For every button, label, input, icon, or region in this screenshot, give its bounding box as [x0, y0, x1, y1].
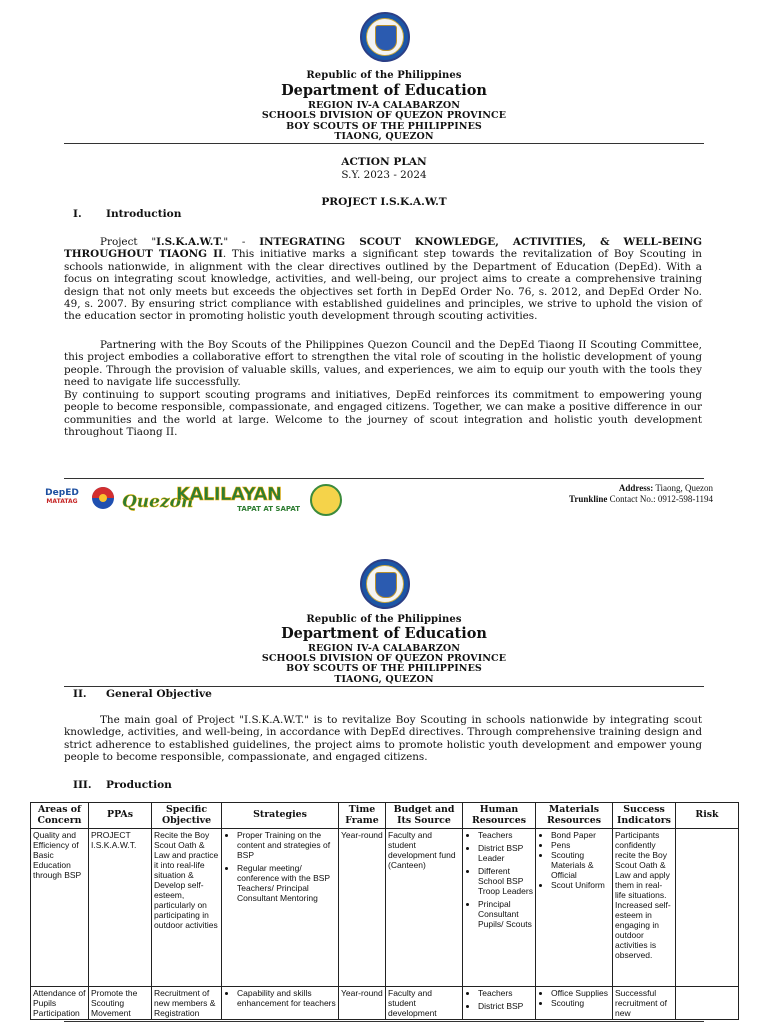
table-row — [31, 829, 739, 987]
general-objective-number: II. — [73, 688, 87, 700]
col-header: Time Frame — [339, 803, 386, 829]
bagong-pilipinas-logo — [88, 486, 118, 512]
list-item: • Teachers — [478, 988, 533, 998]
header-divider — [64, 143, 704, 144]
footer-divider — [64, 478, 704, 479]
col-header: Human Resources — [463, 803, 536, 829]
header-department: Department of Education — [281, 82, 487, 99]
list-item: • Scouting Materials & Official — [551, 850, 610, 880]
header-divider-page2 — [64, 686, 704, 687]
header-org-page2: BOY SCOUTS OF THE PHILIPPINES — [286, 663, 482, 674]
cell-human — [463, 829, 536, 987]
cell-objective: Recite the Boy Scout Oath & Law and practice it into real-life situation & Develop self-esteem, particularly on participating in outdoor activities — [152, 829, 222, 987]
list-item: • Different School BSP Troop Leaders — [478, 866, 533, 896]
list-item: • Office Supplies — [551, 988, 610, 998]
cell-strategies — [222, 987, 339, 1020]
cell-time: Year-round — [339, 987, 386, 1020]
table-row — [31, 987, 739, 1020]
deped-matatag-logo: DepED MATATAG — [45, 488, 79, 505]
division-seal-icon — [310, 484, 342, 516]
production-table — [30, 802, 739, 1020]
cell-success: Successful recruitment of new — [613, 987, 676, 1020]
header-department-page2: Department of Education — [281, 625, 487, 642]
cell-materials — [536, 987, 613, 1020]
col-header: PPAs — [89, 803, 152, 829]
intro-paragraph-3: By continuing to support scouting programs and initiatives, DepEd reinforces its commitment to empowering young people to become responsible, compassionate, and engaged citizens. Together, we can make a positive difference in our communities and the world at large. Welcome to the journey of scout integration and holistic youth development throughout Tiaong II. — [64, 389, 702, 439]
header-org: BOY SCOUTS OF THE PHILIPPINES — [286, 121, 482, 132]
list-item: • Teachers — [478, 830, 533, 840]
cell-strategies — [222, 829, 339, 987]
header-location: TIAONG, QUEZON — [334, 131, 434, 142]
cell-budget: Faculty and student development — [386, 987, 463, 1020]
cell-area: Attendance of Pupils Participation — [31, 987, 89, 1020]
list-item: • Scout Uniform — [551, 880, 610, 890]
col-header: Success Indicators — [613, 803, 676, 829]
header-location-page2: TIAONG, QUEZON — [334, 674, 434, 685]
page-bottom-rule — [64, 1021, 704, 1022]
table-header-row — [31, 803, 739, 829]
list-item: • Regular meeting/ conference with the BSP Teachers/ Principal Consultant Mentoring — [237, 863, 336, 903]
deped-quezon-logo: Quezon — [122, 492, 194, 512]
header-republic: Republic of the Philippines — [306, 70, 462, 81]
cell-ppa: PROJECT I.S.K.A.W.T. — [89, 829, 152, 987]
doc-project: PROJECT I.S.K.A.W.T — [321, 196, 447, 208]
doc-title: ACTION PLAN — [341, 156, 427, 168]
deped-seal-icon — [360, 12, 410, 62]
list-item: • Bond Paper — [551, 830, 610, 840]
footer-address: Address: Tiaong, Quezon — [618, 483, 713, 493]
cell-human — [463, 987, 536, 1020]
footer-trunkline: Trunkline Contact No.: 0912-598-1194 — [568, 494, 713, 504]
header-division-page2: SCHOOLS DIVISION OF QUEZON PROVINCE — [261, 653, 507, 664]
header-republic-page2: Republic of the Philippines — [306, 614, 462, 625]
cell-success: Participants confidently recite the Boy Scout Oath & Law and apply them in real-life situations. Increased self-esteem in engaging in outdoor activities is observed. — [613, 829, 676, 987]
header-region-page2: REGION IV-A CALABARZON — [307, 643, 461, 654]
col-header: Strategies — [222, 803, 339, 829]
cell-time: Year-round — [339, 829, 386, 987]
intro-number: I. — [73, 208, 82, 220]
intro-paragraph-1: Project "I.S.K.A.W.T." - INTEGRATING SCOUT KNOWLEDGE, ACTIVITIES, & WELL-BEING THROUGHOUT TIAONG II. This initiative marks a significant step towards the revitalization of Boy Scouting in schools nationwide, in alignment with the clear directives outlined by the Department of Education (DepEd). With a focus on integrating scout knowledge, activities, and well-being, our project aims to create a comprehensive training design that not only meets but exceeds the objectives set forth in DepEd Order No. 76, s. 2012, and DepEd Order No. 49, s. 2007. By ensuring strict compliance with established guidelines and principles, we strive to uphold the vision of the education sector in promoting holistic youth development through scouting activities. — [64, 236, 702, 323]
cell-area: Quality and Efficiency of Basic Education through BSP — [31, 829, 89, 987]
intro-heading: Introduction — [106, 208, 182, 220]
list-item: • Pens — [551, 840, 610, 850]
list-item: • District BSP Leader — [478, 843, 533, 863]
doc-school-year: S.Y. 2023 - 2024 — [341, 169, 427, 181]
production-heading: Production — [106, 779, 172, 791]
kalilayan-logo: KALILAYAN TAPAT AT SAPAT — [176, 484, 300, 513]
col-header: Budget and Its Source — [386, 803, 463, 829]
list-item: • Scouting — [551, 998, 610, 1008]
list-item: • Principal Consultant Pupils/ Scouts — [478, 899, 533, 929]
production-number: III. — [73, 779, 92, 791]
cell-risk — [676, 829, 739, 987]
header-division: SCHOOLS DIVISION OF QUEZON PROVINCE — [261, 110, 507, 121]
col-header: Specific Objective — [152, 803, 222, 829]
header-region: REGION IV-A CALABARZON — [307, 100, 461, 111]
general-objective-heading: General Objective — [106, 688, 212, 700]
col-header: Risk — [676, 803, 739, 829]
deped-seal-icon-page2 — [360, 559, 410, 609]
cell-ppa: Promote the Scouting Movement — [89, 987, 152, 1020]
col-header: Materials Resources — [536, 803, 613, 829]
col-header: Areas of Concern — [31, 803, 89, 829]
general-objective-paragraph: The main goal of Project "I.S.K.A.W.T." is to revitalize Boy Scouting in schools nationwide by integrating scout knowledge, activities, and well-being, in accordance with DepEd directives. Through comprehensive training design and strict adherence to established guidelines, the project aims to promote holistic youth development and empower young people to become responsible, compassionate, and engaged citizens. — [64, 714, 702, 764]
intro-paragraph-2: Partnering with the Boy Scouts of the Philippines Quezon Council and the DepEd Tiaong II Scouting Committee, this project embodies a collaborative effort to strengthen the vital role of scouting in the holistic development of young people. Through the provision of valuable skills, values, and experiences, we aim to equip our youth with the tools they need to navigate life successfully. — [64, 339, 702, 389]
cell-objective: Recruitment of new members & Registration — [152, 987, 222, 1020]
cell-budget: Faculty and student development fund (Canteen) — [386, 829, 463, 987]
list-item: • Capability and skills enhancement for teachers — [237, 988, 336, 1008]
list-item: • Proper Training on the content and strategies of BSP — [237, 830, 336, 860]
cell-risk — [676, 987, 739, 1020]
list-item: • District BSP — [478, 1001, 533, 1011]
cell-materials — [536, 829, 613, 987]
